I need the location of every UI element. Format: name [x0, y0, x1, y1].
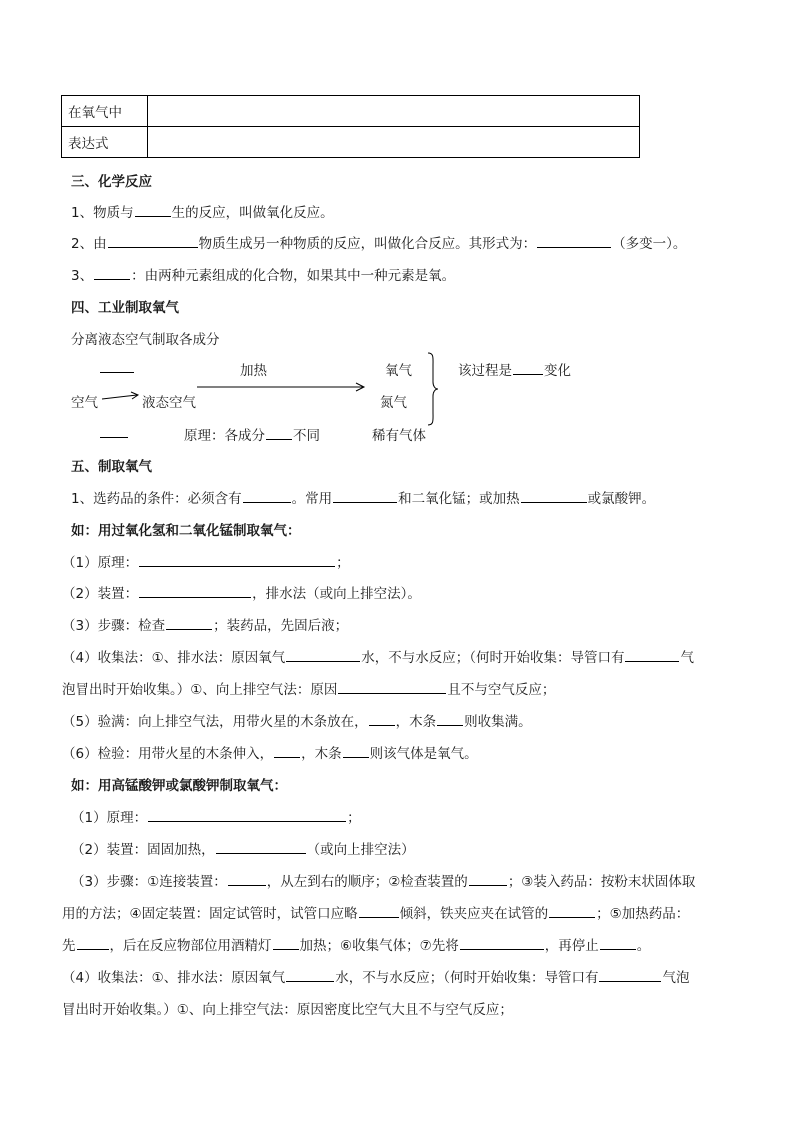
blank	[100, 437, 128, 438]
sec5-line-1	[71, 487, 655, 507]
section-3-heading: 三、化学反应	[71, 174, 152, 190]
text: ；⑤加热药品：	[596, 906, 690, 922]
sec3-line-1	[71, 201, 334, 221]
h2o2-step-6	[62, 742, 478, 762]
text: 加热；⑥收集气体；⑦先将	[299, 938, 459, 954]
text: 或氯酸钾。	[587, 491, 656, 507]
blank	[148, 807, 346, 822]
text: 3、	[71, 268, 94, 284]
sec4-subtitle: 分离液态空气制取各成分	[71, 332, 220, 348]
text: 物质生成另一种物质的反应，叫做化合反应。其形式为：	[198, 236, 537, 252]
table-row-label: 在氧气中	[62, 96, 148, 127]
text: 气	[680, 650, 694, 666]
heat-label: 加热	[240, 363, 267, 379]
text: 倾斜，铁夹应夹在试管的	[399, 906, 549, 922]
kmno4-title: 如：用高锰酸钾或氯酸钾制取氧气：	[71, 778, 287, 794]
blank	[216, 839, 306, 854]
process-text	[458, 359, 571, 379]
blank	[625, 647, 679, 662]
blank	[343, 743, 369, 758]
text: 2、由	[71, 236, 107, 252]
blank	[513, 360, 543, 375]
air-label: 空气	[71, 395, 98, 411]
arrow-icon	[197, 380, 367, 392]
h2o2-title: 如：用过氧化氢和二氧化锰制取氧气：	[71, 523, 301, 539]
kmno4-step-1	[71, 806, 361, 826]
nitrogen-label: 氮气	[380, 395, 407, 411]
text: 1、物质与	[71, 205, 134, 221]
h2o2-step-4	[62, 646, 694, 666]
text: 变化	[544, 363, 571, 379]
text: 用的方法；④固定装置：固定试管时，试管口应略	[62, 906, 358, 922]
kmno4-step-3	[71, 870, 695, 890]
kmno4-step-2	[71, 838, 415, 858]
blank	[108, 233, 198, 248]
text: （2）装置：固固加热，	[71, 842, 215, 858]
kmno4-step-4-cont: 冒出时开始收集。）①、向上排空气法：原因密度比空气大且不与空气反应；	[62, 1002, 513, 1018]
text: ，再停止	[544, 938, 599, 954]
text: （4）收集法：①、排水法：原因氧气	[62, 650, 286, 666]
liquid-air-label: 液态空气	[142, 395, 196, 411]
blank	[600, 935, 636, 950]
blank	[94, 265, 130, 280]
h2o2-step-3	[62, 614, 348, 634]
blank	[537, 233, 611, 248]
text: 气泡	[662, 970, 690, 986]
blank	[273, 935, 299, 950]
text: （4）收集法：①、排水法：原因氧气	[62, 970, 286, 986]
text: 1、选药品的条件：必须含有	[71, 491, 242, 507]
section-5-heading: 五、制取氧气	[71, 459, 152, 475]
blank	[460, 935, 544, 950]
blank	[100, 372, 134, 373]
table-row	[62, 127, 640, 158]
blank	[135, 202, 171, 217]
blank	[469, 871, 507, 886]
blank	[139, 583, 251, 598]
text: （1）原理：	[62, 555, 139, 571]
text: （2）装置：	[62, 586, 139, 602]
section-4-heading: 四、工业制取氧气	[71, 300, 179, 316]
text: 则该气体是氧气。	[369, 746, 478, 762]
text: ，木条	[301, 746, 342, 762]
text: ：由两种元素组成的化合物，如果其中一种元素是氧。	[131, 268, 456, 284]
text: 生的反应，叫做氧化反应。	[171, 205, 334, 221]
blank	[437, 711, 463, 726]
text: 不同	[293, 428, 320, 444]
blank	[338, 679, 446, 694]
brace-icon	[426, 352, 440, 426]
principle-text	[184, 424, 320, 444]
text: ，木条	[395, 714, 437, 730]
text: 先	[62, 938, 76, 954]
blank	[549, 903, 595, 918]
text: （或向上排空法）	[306, 842, 415, 858]
blank	[166, 615, 212, 630]
sec3-line-2	[71, 232, 686, 252]
blank	[228, 871, 266, 886]
blank	[599, 967, 661, 982]
text: （3）步骤：检查	[62, 618, 166, 634]
text: （3）步骤：①连接装置：	[71, 874, 227, 890]
blank	[286, 967, 334, 982]
kmno4-step-4	[62, 966, 689, 986]
table-row-label: 表达式	[62, 127, 148, 158]
text: 水，不与水反应；（何时开始收集：导管口有	[361, 650, 625, 666]
blank	[359, 903, 399, 918]
text: ，从左到右的顺序；②检查装置的	[266, 874, 468, 890]
blank	[333, 488, 397, 503]
blank	[274, 743, 300, 758]
properties-table	[61, 95, 640, 158]
arrow-icon	[101, 390, 141, 404]
table-row-value	[148, 96, 640, 127]
oxygen-label: 氧气	[385, 363, 412, 379]
blank	[243, 488, 291, 503]
blank	[521, 488, 587, 503]
text: （5）验满：向上排空气法，用带火星的木条放在，	[62, 714, 368, 730]
h2o2-step-4-cont	[62, 678, 555, 698]
noble-gas-label: 稀有气体	[372, 428, 426, 444]
text: 该过程是	[458, 363, 512, 379]
blank	[369, 711, 395, 726]
h2o2-step-1	[62, 551, 350, 571]
table-row-value	[148, 127, 640, 158]
text: 。常用	[291, 491, 333, 507]
h2o2-step-2	[62, 582, 421, 602]
blank	[286, 647, 360, 662]
text: （6）检验：用带火星的木条伸入，	[62, 746, 274, 762]
text: 则收集满。	[464, 714, 532, 730]
text: 和二氧化锰；或加热	[398, 491, 520, 507]
text: 原理：各成分	[184, 428, 265, 444]
text: ；③装入药品：按粉末状固体取	[507, 874, 696, 890]
blank	[77, 935, 109, 950]
kmno4-step-3-cont	[62, 902, 689, 922]
text: ；	[347, 810, 361, 826]
text: ；	[336, 555, 350, 571]
text: ，排水法（或向上排空法）。	[252, 586, 421, 602]
text: 。	[636, 938, 651, 954]
text: ；装药品，先固后液；	[213, 618, 349, 634]
blank	[266, 425, 292, 440]
text: ，后在反应物部位用酒精灯	[109, 938, 272, 954]
h2o2-step-5	[62, 710, 532, 730]
text: （多变一）。	[612, 236, 687, 252]
text: （1）原理：	[71, 810, 148, 826]
kmno4-step-3-cont2	[62, 934, 650, 954]
text: 泡冒出时开始收集。）①、向上排空气法：原因	[62, 682, 338, 698]
table-row	[62, 96, 640, 127]
sec3-line-3	[71, 264, 455, 284]
text: 水，不与水反应；（何时开始收集：导管口有	[335, 970, 599, 986]
blank	[139, 552, 335, 567]
text: 且不与空气反应；	[447, 682, 556, 698]
